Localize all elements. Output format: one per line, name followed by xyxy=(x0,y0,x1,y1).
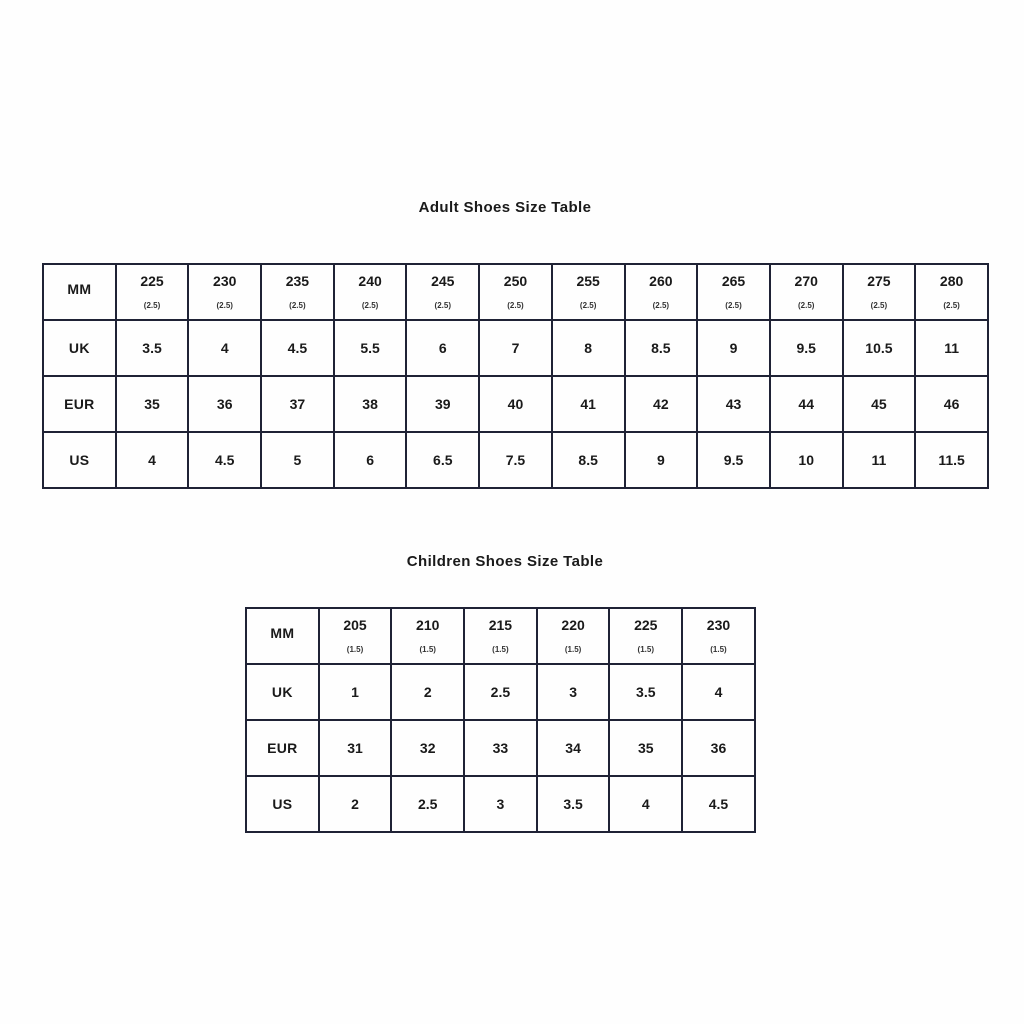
eur-cell: 41 xyxy=(552,376,625,432)
mm-value: 235 xyxy=(285,273,310,289)
table-row-uk xyxy=(43,320,988,376)
mm-step: (2.5) xyxy=(361,301,379,310)
mm-value: 270 xyxy=(794,273,818,289)
mm-cell xyxy=(915,264,988,320)
mm-cell xyxy=(625,264,698,320)
eur-cell: 32 xyxy=(391,720,464,776)
eur-cell: 37 xyxy=(261,376,334,432)
mm-value: 225 xyxy=(634,617,658,633)
mm-value: 260 xyxy=(649,273,673,289)
uk-cell: 4.5 xyxy=(261,320,334,376)
mm-step: (2.5) xyxy=(797,301,815,310)
uk-cell: 8 xyxy=(552,320,625,376)
eur-cell: 31 xyxy=(319,720,392,776)
mm-value: 245 xyxy=(431,273,455,289)
uk-cell: 4 xyxy=(188,320,261,376)
mm-step: (2.5) xyxy=(434,301,451,310)
eur-cell: 38 xyxy=(334,376,407,432)
us-cell: 4 xyxy=(609,776,682,832)
mm-cell xyxy=(697,264,770,320)
mm-cell xyxy=(843,264,916,320)
mm-value: 250 xyxy=(503,273,528,289)
mm-step: (1.5) xyxy=(637,645,654,654)
eur-cell: 43 xyxy=(697,376,770,432)
mm-step: (2.5) xyxy=(289,301,306,310)
us-cell: 6 xyxy=(334,432,407,488)
mm-value: 275 xyxy=(867,273,891,289)
uk-cell: 10.5 xyxy=(843,320,916,376)
mm-value: 215 xyxy=(488,617,513,633)
row-label-eur: EUR xyxy=(246,720,319,776)
table-row-mm xyxy=(43,264,988,320)
mm-cell xyxy=(406,264,479,320)
mm-value: 280 xyxy=(939,273,964,289)
mm-value: 230 xyxy=(706,617,731,633)
children-size-table xyxy=(245,607,756,833)
table-row-uk xyxy=(246,664,755,720)
mm-step: (2.5) xyxy=(143,301,161,310)
table-row-eur xyxy=(246,720,755,776)
mm-cell xyxy=(609,608,682,664)
mm-cell xyxy=(391,608,464,664)
mm-cell xyxy=(770,264,843,320)
us-cell: 4.5 xyxy=(188,432,261,488)
row-label-us: US xyxy=(246,776,319,832)
us-cell: 5 xyxy=(261,432,334,488)
eur-cell: 46 xyxy=(915,376,988,432)
mm-step: (1.5) xyxy=(419,645,436,654)
mm-cell xyxy=(682,608,755,664)
uk-cell: 2 xyxy=(391,664,464,720)
us-cell: 10 xyxy=(770,432,843,488)
mm-cell xyxy=(261,264,334,320)
us-cell: 8.5 xyxy=(552,432,625,488)
mm-step: (1.5) xyxy=(564,645,582,654)
adult-size-table xyxy=(42,263,989,489)
mm-value: 205 xyxy=(343,617,367,633)
eur-cell: 45 xyxy=(843,376,916,432)
us-cell: 2.5 xyxy=(391,776,464,832)
eur-cell: 36 xyxy=(188,376,261,432)
us-cell: 9 xyxy=(625,432,698,488)
mm-value: 255 xyxy=(576,273,600,289)
eur-cell: 35 xyxy=(609,720,682,776)
mm-value: 240 xyxy=(358,273,382,289)
uk-cell: 9.5 xyxy=(770,320,843,376)
mm-step: (2.5) xyxy=(725,301,742,310)
children-table-title: Children Shoes Size Table xyxy=(406,553,604,570)
mm-cell xyxy=(537,608,610,664)
eur-cell: 35 xyxy=(116,376,189,432)
uk-cell: 1 xyxy=(319,664,392,720)
uk-cell: 3.5 xyxy=(609,664,682,720)
mm-value: 210 xyxy=(416,617,440,633)
mm-value: 220 xyxy=(561,617,585,633)
eur-cell: 40 xyxy=(479,376,552,432)
mm-step: (2.5) xyxy=(870,301,888,310)
eur-cell: 39 xyxy=(406,376,479,432)
us-cell: 3 xyxy=(464,776,537,832)
row-label-eur: EUR xyxy=(43,376,116,432)
mm-cell xyxy=(188,264,261,320)
uk-cell: 4 xyxy=(682,664,755,720)
us-cell: 6.5 xyxy=(406,432,479,488)
table-row-us xyxy=(246,776,755,832)
mm-step: (2.5) xyxy=(652,301,670,310)
mm-value: 265 xyxy=(721,273,746,289)
mm-step: (2.5) xyxy=(579,301,597,310)
mm-cell xyxy=(319,608,392,664)
eur-cell: 36 xyxy=(682,720,755,776)
eur-cell: 33 xyxy=(464,720,537,776)
mm-value: 225 xyxy=(140,273,164,289)
row-label-us: US xyxy=(43,432,116,488)
uk-cell: 2.5 xyxy=(464,664,537,720)
row-label-mm: MM xyxy=(246,608,319,664)
us-cell: 4 xyxy=(116,432,189,488)
uk-cell: 8.5 xyxy=(625,320,698,376)
us-cell: 11.5 xyxy=(915,432,988,488)
row-label-uk: UK xyxy=(246,664,319,720)
us-cell: 2 xyxy=(319,776,392,832)
mm-step: (1.5) xyxy=(710,645,727,654)
mm-step: (1.5) xyxy=(346,645,364,654)
us-cell: 7.5 xyxy=(479,432,552,488)
row-label-mm: MM xyxy=(43,264,116,320)
uk-cell: 3.5 xyxy=(116,320,189,376)
mm-step: (2.5) xyxy=(216,301,233,310)
mm-cell xyxy=(479,264,552,320)
mm-value: 230 xyxy=(213,273,237,289)
us-cell: 3.5 xyxy=(537,776,610,832)
us-cell: 4.5 xyxy=(682,776,755,832)
uk-cell: 3 xyxy=(537,664,610,720)
uk-cell: 7 xyxy=(479,320,552,376)
row-label-uk: UK xyxy=(43,320,116,376)
adult-table-title: Adult Shoes Size Table xyxy=(418,199,592,216)
us-cell: 11 xyxy=(843,432,916,488)
mm-step: (1.5) xyxy=(492,645,509,654)
mm-step: (2.5) xyxy=(943,301,960,310)
eur-cell: 44 xyxy=(770,376,843,432)
uk-cell: 5.5 xyxy=(334,320,407,376)
uk-cell: 11 xyxy=(915,320,988,376)
mm-cell xyxy=(334,264,407,320)
table-row-eur xyxy=(43,376,988,432)
mm-cell xyxy=(464,608,537,664)
uk-cell: 6 xyxy=(406,320,479,376)
mm-step: (2.5) xyxy=(507,301,524,310)
mm-cell xyxy=(552,264,625,320)
eur-cell: 42 xyxy=(625,376,698,432)
us-cell: 9.5 xyxy=(697,432,770,488)
table-row-mm xyxy=(246,608,755,664)
mm-cell xyxy=(116,264,189,320)
uk-cell: 9 xyxy=(697,320,770,376)
table-row-us xyxy=(43,432,988,488)
eur-cell: 34 xyxy=(537,720,610,776)
